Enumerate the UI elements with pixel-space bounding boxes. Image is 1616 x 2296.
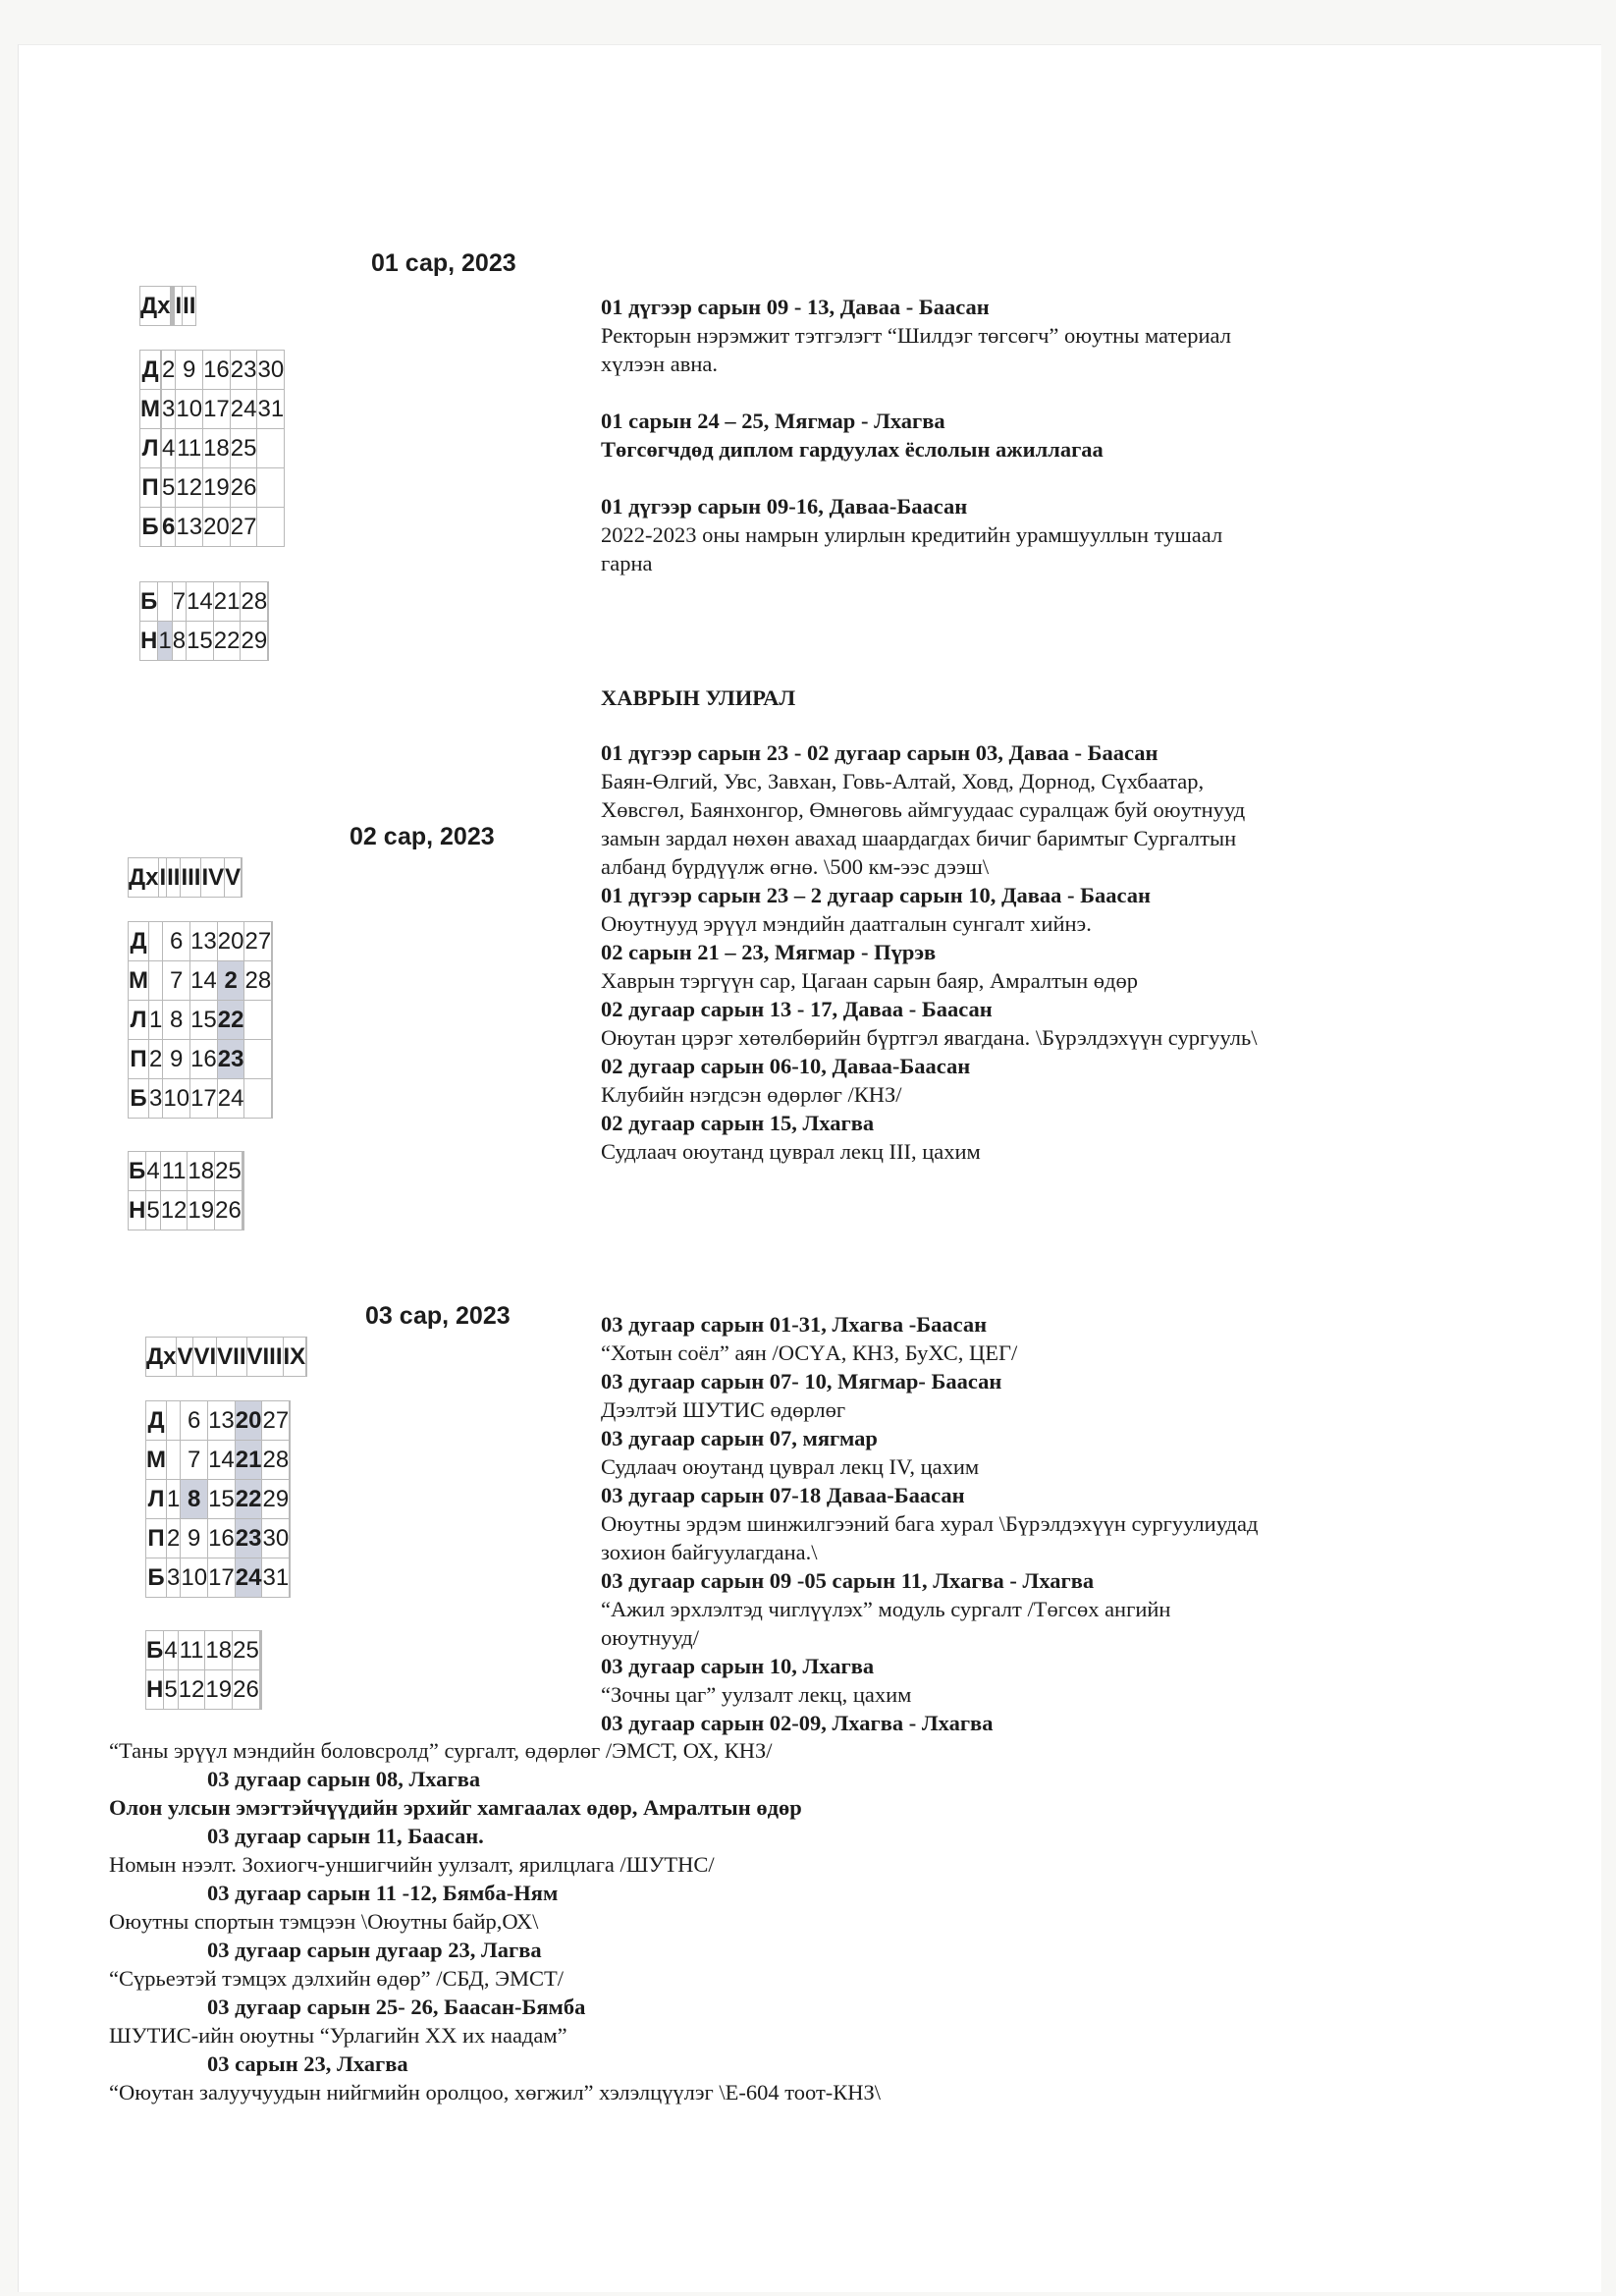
calendar-week-row — [129, 922, 273, 961]
calendar-day — [257, 429, 285, 468]
calendar-day: 15 — [208, 1480, 236, 1519]
calendar-week-row — [129, 1040, 273, 1079]
event-text: гарна — [601, 551, 653, 575]
weekday-label: Дх — [140, 287, 171, 326]
calendar-day: 19 — [205, 1670, 233, 1710]
calendar-header-row — [145, 1337, 307, 1377]
event-text: Олон улсын эмэгтэйчүүдийн эрхийг хамгаалах өдөр, Амралтын өдөр — [109, 1795, 802, 1820]
weekday-label: Б — [146, 1631, 164, 1670]
event-text: Клубийн нэгдсэн өдөрлөг /КНЗ/ — [601, 1082, 902, 1107]
weekday-label: П — [146, 1519, 167, 1558]
calendar-day: 6 — [162, 508, 176, 547]
calendar-day — [272, 1001, 273, 1040]
calendar-day: 4 — [164, 1631, 178, 1670]
calendar-day: 18 — [205, 1631, 233, 1670]
calendar-day — [272, 1079, 273, 1119]
event-title: 03 дугаар сарын 09 -05 сарын 11, Лхагва - Лхагва — [601, 1568, 1095, 1593]
event-title: 01 сарын 24 – 25, Мягмар - Лхагва — [601, 409, 945, 433]
calendar-week-row — [129, 1191, 244, 1230]
calendar-day — [244, 1001, 272, 1040]
event-text: “Таны эрүүл мэндийн боловсролд” сургалт, өдөрлөг /ЭМСТ, ОХ, КНЗ/ — [109, 1738, 773, 1763]
event-text: Ректорын нэрэмжит тэтгэлэгт “Шилдэг төгсөгч” оюутны материал — [601, 323, 1231, 348]
calendar-day: 2 — [149, 1040, 163, 1079]
calendar-day — [257, 468, 285, 508]
calendar-day — [290, 1558, 291, 1598]
weekday-label: Н — [129, 1191, 146, 1230]
calendar-day: 20 — [217, 922, 244, 961]
weekday-label: Н — [146, 1670, 164, 1710]
event-title: 02 дугаар сарын 13 - 17, Даваа - Баасан — [601, 997, 993, 1021]
events-march-continued — [109, 1736, 881, 2106]
calendar-day: 19 — [188, 1191, 215, 1230]
calendar-day — [242, 1191, 243, 1230]
event-title: 03 дугаар сарын 11 -12, Бямба-Ням — [207, 1881, 559, 1905]
calendar-week-row — [140, 468, 285, 508]
event-text: Оюутан цэрэг хөтөлбөрийн бүртгэл явагдана. \Бүрэлдэхүүн сургууль\ — [601, 1025, 1258, 1050]
event-title: 02 сарын 21 – 23, Мягмар - Пүрэв — [601, 940, 937, 964]
calendar-weekdays-block — [128, 921, 273, 1119]
event-title: 03 дугаар сарын 07- 10, Мягмар- Баасан — [601, 1369, 1002, 1394]
week-number: VII — [217, 1338, 246, 1377]
calendar-day: 22 — [213, 622, 241, 661]
calendar-day: 25 — [233, 1631, 260, 1670]
weekday-label: Дх — [129, 858, 159, 898]
calendar-day: 21 — [213, 582, 241, 622]
calendar-week-row — [146, 1480, 291, 1519]
event-text: Номын нээлт. Зохиогч-уншигчийн уулзалт, ярилцлага /ШУТНС/ — [109, 1852, 715, 1877]
week-number: V — [177, 1338, 193, 1377]
event-text: “Оюутан залуучуудын нийгмийн оролцоо, хөгжил” хэлэлцүүлэг \Е-604 тоот-КНЗ\ — [109, 2080, 882, 2105]
week-number: I — [159, 858, 167, 898]
weekday-label: М — [146, 1441, 167, 1480]
calendar-day: 26 — [215, 1191, 242, 1230]
event-title: 03 дугаар сарын дугаар 23, Лагва — [207, 1938, 542, 1962]
calendar-day: 1 — [167, 1480, 181, 1519]
calendar-day: 8 — [181, 1480, 208, 1519]
weekday-label: Л — [140, 429, 161, 468]
calendar-day: 19 — [203, 468, 231, 508]
calendar-day: 30 — [257, 351, 285, 390]
calendar-week-row — [129, 1079, 273, 1119]
calendar-day — [149, 961, 163, 1001]
calendar-day: 13 — [190, 922, 218, 961]
weekday-label: Л — [146, 1480, 167, 1519]
calendar-weekend-block — [145, 1630, 262, 1710]
calendar-weekend-block — [139, 581, 269, 661]
calendar-day: 28 — [241, 582, 268, 622]
week-number: IX — [283, 1338, 306, 1377]
calendar-day: 16 — [203, 351, 231, 390]
weekday-label: Д — [140, 351, 161, 390]
calendar-day: 23 — [230, 351, 257, 390]
calendar-day: 30 — [262, 1519, 290, 1558]
calendar-week-row — [140, 582, 269, 622]
calendar-day: 26 — [233, 1670, 260, 1710]
calendar-day: 11 — [176, 429, 203, 468]
calendar-day: 27 — [230, 508, 257, 547]
calendar-day: 20 — [235, 1401, 262, 1441]
calendar-day — [268, 622, 269, 661]
events-january — [601, 293, 1231, 577]
event-title: 02 дугаар сарын 06-10, Даваа-Баасан — [601, 1054, 971, 1078]
weekday-label: Б — [129, 1079, 149, 1119]
calendar-day — [290, 1441, 291, 1480]
calendar-day — [167, 1401, 181, 1441]
calendar-day: 13 — [176, 508, 203, 547]
calendar-day: 26 — [230, 468, 257, 508]
calendar-day: 29 — [262, 1480, 290, 1519]
calendar-day: 14 — [190, 961, 218, 1001]
calendar-week-row — [146, 1558, 291, 1598]
calendar-day: 5 — [146, 1191, 160, 1230]
calendar-week-row — [146, 1401, 291, 1441]
event-title: 01 дүгээр сарын 23 - 02 дугаар сарын 03, Даваа - Баасан — [601, 740, 1158, 765]
calendar-day: 10 — [176, 390, 203, 429]
week-number: II — [183, 287, 196, 326]
weekday-label: Б — [140, 582, 158, 622]
weekday-label: Н — [140, 622, 158, 661]
calendar-day: 18 — [203, 429, 231, 468]
calendar-day: 12 — [176, 468, 203, 508]
calendar-day: 14 — [208, 1441, 236, 1480]
events-february — [601, 738, 1257, 1166]
calendar-day: 3 — [149, 1079, 163, 1119]
event-text: “Сүрьеэтэй тэмцэх дэлхийн өдөр” /СБД, ЭМСТ/ — [109, 1966, 564, 1991]
event-text: оюутнууд/ — [601, 1625, 699, 1650]
calendar-day: 8 — [163, 1001, 190, 1040]
calendar-day — [290, 1480, 291, 1519]
weekday-label: Б — [129, 1152, 146, 1191]
calendar-day: 23 — [235, 1519, 262, 1558]
event-title: 03 дугаар сарын 25- 26, Баасан-Бямба — [207, 1995, 586, 2019]
calendar-title: 01 сар, 2023 — [371, 249, 516, 277]
calendar-day: 1 — [149, 1001, 163, 1040]
calendar-day: 2 — [217, 961, 244, 1001]
calendar-day: 24 — [235, 1558, 262, 1598]
calendar-week-row — [146, 1631, 262, 1670]
calendar-day: 14 — [187, 582, 214, 622]
weekday-label: Д — [146, 1401, 167, 1441]
calendar-day: 21 — [235, 1441, 262, 1480]
calendar-day: 3 — [162, 390, 176, 429]
event-text: Судлаач оюутанд цуврал лекц IV, цахим — [601, 1454, 980, 1479]
calendar-day — [272, 922, 273, 961]
calendar-week-row — [129, 1001, 273, 1040]
weekday-label: Дх — [146, 1338, 177, 1377]
week-number: VI — [193, 1338, 217, 1377]
calendar-header-row — [139, 286, 196, 326]
calendar-day: 6 — [163, 922, 190, 961]
calendar-day — [244, 1040, 272, 1079]
calendar-day: 17 — [190, 1079, 218, 1119]
calendar-day: 28 — [244, 961, 272, 1001]
calendar-header — [129, 858, 242, 898]
calendar-day: 10 — [163, 1079, 190, 1119]
calendar-day: 9 — [181, 1519, 208, 1558]
event-text: Оюутны спортын тэмцээн \Оюутны байр,ОХ\ — [109, 1909, 539, 1934]
week-number: I — [175, 287, 183, 326]
calendar-header — [146, 1338, 307, 1377]
event-title: 01 дүгээр сарын 09-16, Даваа-Баасан — [601, 494, 968, 519]
calendar-day: 1 — [158, 622, 172, 661]
calendar-day: 23 — [217, 1040, 244, 1079]
calendar-day: 9 — [163, 1040, 190, 1079]
calendar-day — [257, 508, 285, 547]
event-text: ШУТИС-ийн оюутны “Урлагийн XX их наадам” — [109, 2023, 567, 2048]
calendar-day: 13 — [208, 1401, 236, 1441]
event-text: Хаврын тэргүүн сар, Цагаан сарын баяр, Амралтын өдөр — [601, 968, 1138, 993]
spring-semester-heading — [601, 683, 795, 712]
weekday-label: М — [129, 961, 149, 1001]
calendar-day: 31 — [257, 390, 285, 429]
calendar-day: 31 — [262, 1558, 290, 1598]
event-title: 03 дугаар сарын 08, Лхагва — [207, 1767, 481, 1791]
calendar-day: 24 — [230, 390, 257, 429]
calendar-day — [290, 1519, 291, 1558]
event-text: “Зочны цаг” уулзалт лекц, цахим — [601, 1682, 912, 1707]
calendar-day: 17 — [208, 1558, 236, 1598]
weekday-label: Б — [140, 508, 161, 547]
calendar-day: 18 — [188, 1152, 215, 1191]
weekday-label: Л — [129, 1001, 149, 1040]
calendar-day: 25 — [215, 1152, 242, 1191]
calendar-day: 20 — [203, 508, 231, 547]
calendar-day: 9 — [176, 351, 203, 390]
event-title: 03 дугаар сарын 07, мягмар — [601, 1426, 878, 1450]
weekday-label: Д — [129, 922, 149, 961]
calendar-weekdays-block — [145, 1400, 291, 1598]
calendar-week-row — [140, 622, 269, 661]
calendar-day: 24 — [217, 1079, 244, 1119]
calendar-day: 16 — [208, 1519, 236, 1558]
event-title: 02 дугаар сарын 15, Лхагва — [601, 1111, 875, 1135]
section-heading: ХАВРЫН УЛИРАЛ — [601, 685, 796, 710]
calendar-day — [158, 582, 172, 622]
calendar-week-row — [140, 390, 285, 429]
calendar-day: 15 — [190, 1001, 218, 1040]
event-text: Дээлтэй ШУТИС өдөрлөг — [601, 1397, 846, 1422]
calendar-week-row — [129, 1152, 244, 1191]
calendar-day: 11 — [178, 1631, 205, 1670]
calendar-title: 02 сар, 2023 — [350, 823, 495, 850]
calendar-day: 2 — [162, 351, 176, 390]
calendar-week-row — [146, 1441, 291, 1480]
event-text: “Хотын соёл” аян /ОСҮА, КНЗ, БуХС, ЦЕГ/ — [601, 1340, 1018, 1365]
event-text: Судлаач оюутанд цуврал лекц III, цахим — [601, 1139, 981, 1164]
week-number — [306, 1338, 307, 1377]
event-title: 03 дугаар сарын 11, Баасан. — [207, 1824, 484, 1848]
calendar-day: 4 — [162, 429, 176, 468]
calendar-day — [167, 1441, 181, 1480]
calendar-week-row — [146, 1670, 262, 1710]
calendar-week-row — [146, 1519, 291, 1558]
events-march — [601, 1310, 1258, 1737]
event-title: 03 дугаар сарын 02-09, Лхагва - Лхагва — [601, 1711, 994, 1735]
event-text: Оюутны эрдэм шинжилгээний бага хурал \Бүрэлдэхүүн сургуулиудад — [601, 1511, 1259, 1536]
event-title: 03 дугаар сарын 10, Лхагва — [601, 1654, 875, 1678]
event-text: Төгсөгчдөд диплом гардуулах ёслолын ажиллагаа — [601, 437, 1104, 462]
event-text: замын зардал нөхөн авахад шаардагдах бичиг баримтыг Сургалтын — [601, 826, 1237, 850]
event-text: Хөвсгөл, Баянхонгор, Өмнөговь аймгуудаас суралцаж буй оюутнууд — [601, 797, 1246, 822]
weekday-label: П — [129, 1040, 149, 1079]
event-title: 03 дугаар сарын 07-18 Даваа-Баасан — [601, 1483, 965, 1507]
calendar-day: 8 — [172, 622, 186, 661]
calendar-title: 03 сар, 2023 — [365, 1302, 511, 1330]
calendar-weekdays-block — [139, 350, 285, 547]
calendar-day — [272, 1040, 273, 1079]
week-number: VIII — [246, 1338, 283, 1377]
calendar-week-row — [140, 508, 285, 547]
calendar-day: 7 — [163, 961, 190, 1001]
event-text: хүлээн авна. — [601, 352, 718, 376]
calendar-week-row — [140, 351, 285, 390]
calendar-day: 15 — [187, 622, 214, 661]
calendar-day — [242, 1152, 243, 1191]
calendar-day: 25 — [230, 429, 257, 468]
calendar-day — [290, 1401, 291, 1441]
weekday-label: М — [140, 390, 161, 429]
calendar-day: 5 — [162, 468, 176, 508]
calendar-day: 29 — [241, 622, 268, 661]
calendar-day — [268, 582, 269, 622]
calendar-week-row — [140, 429, 285, 468]
calendar-weekend-block — [128, 1151, 244, 1230]
weekday-label: П — [140, 468, 161, 508]
calendar-day: 7 — [172, 582, 186, 622]
event-text: Оюутнууд эрүүл мэндийн даатгалын сунгалт хийнэ. — [601, 911, 1092, 936]
calendar-day: 28 — [262, 1441, 290, 1480]
calendar-week-row — [129, 961, 273, 1001]
calendar-day — [272, 961, 273, 1001]
calendar-day: 22 — [235, 1480, 262, 1519]
calendar-day: 12 — [178, 1670, 205, 1710]
calendar-day: 4 — [146, 1152, 160, 1191]
week-number: III — [181, 858, 201, 898]
calendar-day — [149, 922, 163, 961]
week-number: IV — [201, 858, 225, 898]
calendar-day: 27 — [262, 1401, 290, 1441]
week-number: V — [225, 858, 242, 898]
calendar-day: 11 — [160, 1152, 188, 1191]
event-text: зохион байгуулагдана.\ — [601, 1540, 818, 1564]
calendar-day: 16 — [190, 1040, 218, 1079]
calendar-day: 3 — [167, 1558, 181, 1598]
calendar-day: 6 — [181, 1401, 208, 1441]
calendar-day — [244, 1079, 272, 1119]
event-title: 03 сарын 23, Лхагва — [207, 2051, 408, 2076]
calendar-day: 12 — [160, 1191, 188, 1230]
calendar-day: 17 — [203, 390, 231, 429]
event-title: 01 дүгээр сарын 09 - 13, Даваа - Баасан — [601, 295, 990, 319]
weekday-label: Б — [146, 1558, 167, 1598]
calendar-day: 22 — [217, 1001, 244, 1040]
calendar-day: 10 — [181, 1558, 208, 1598]
event-text: албанд бүрдүүлж өгнө. \500 км-ээс дээш\ — [601, 854, 990, 879]
calendar-day: 27 — [244, 922, 272, 961]
event-title: 01 дүгээр сарын 23 – 2 дугаар сарын 10, Даваа - Баасан — [601, 883, 1152, 907]
week-number: II — [167, 858, 181, 898]
calendar-day: 7 — [181, 1441, 208, 1480]
calendar-day: 2 — [167, 1519, 181, 1558]
calendar-day: 5 — [164, 1670, 178, 1710]
calendar-header — [140, 287, 196, 326]
event-text: Баян-Өлгий, Увс, Завхан, Говь-Алтай, Ховд, Дорнод, Сүхбаатар, — [601, 769, 1205, 793]
calendar-day — [260, 1631, 261, 1670]
event-title: 03 дугаар сарын 01-31, Лхагва -Баасан — [601, 1312, 988, 1337]
event-text: “Ажил эрхлэлтэд чиглүүлэх” модуль сургалт /Төгсөх ангийн — [601, 1597, 1171, 1621]
event-text: 2022-2023 оны намрын улирлын кредитийн урамшууллын тушаал — [601, 522, 1223, 547]
calendar-header-row — [128, 857, 242, 898]
calendar-day — [260, 1670, 261, 1710]
